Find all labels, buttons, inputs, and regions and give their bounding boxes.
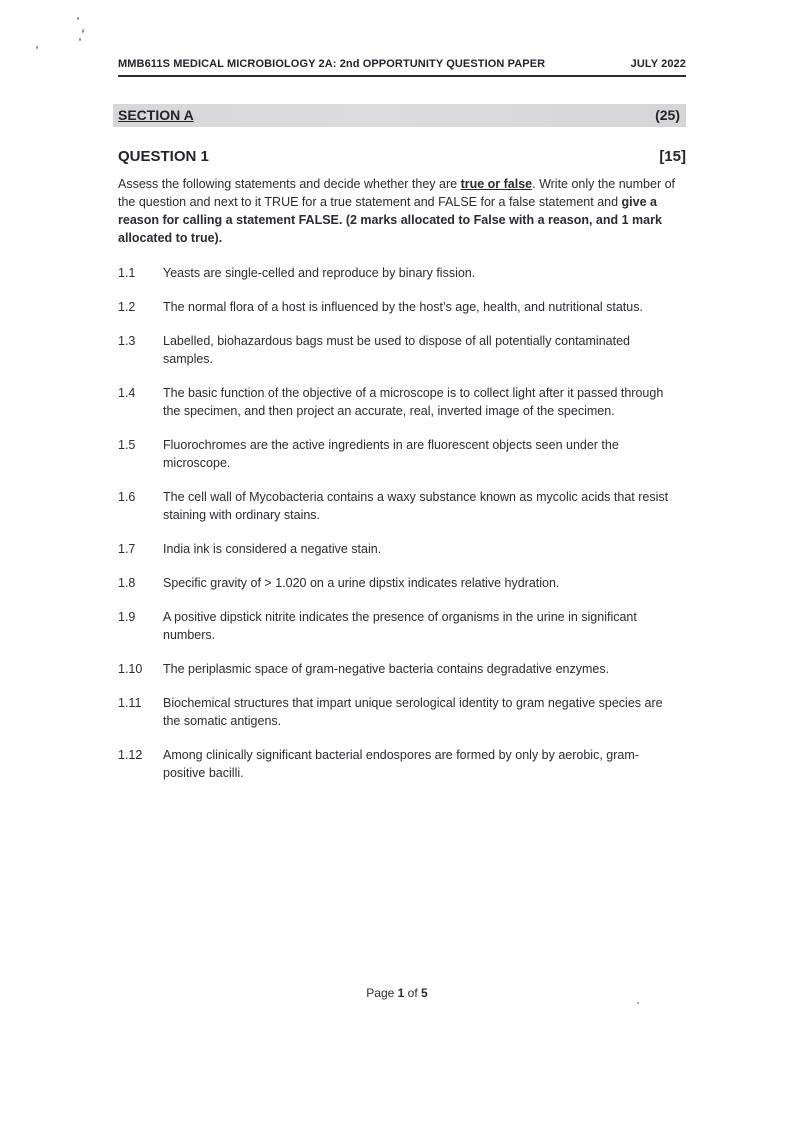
statement-text: Biochemical structures that impart unique serological identity to gram negative species are the somatic antigens. xyxy=(163,696,663,728)
footer-total-pages: 5 xyxy=(421,986,428,1000)
instructions-bold-part: give a reason for calling a statement FALSE. (2 marks allocated to False with a reason, and 1 mark allocated to true). xyxy=(118,195,662,245)
statement-item xyxy=(118,694,686,730)
statement-text: India ink is considered a negative stain. xyxy=(163,542,382,556)
statement-number: 1.3 xyxy=(118,334,136,348)
statement-text: The periplasmic space of gram-negative bacteria contains degradative enzymes. xyxy=(163,662,610,676)
scan-artifact xyxy=(81,29,84,33)
statement-item xyxy=(118,660,686,678)
section-marks: (25) xyxy=(655,107,680,123)
statement-text: Specific gravity of > 1.020 on a urine dipstix indicates relative hydration. xyxy=(163,576,560,590)
statement-item xyxy=(118,264,686,282)
statement-item xyxy=(118,332,686,368)
statement-text: Among clinically significant bacterial endospores are formed by only by aerobic, gram-positive bacilli. xyxy=(163,748,639,780)
statement-number: 1.4 xyxy=(118,386,136,400)
section-a-banner xyxy=(113,104,686,127)
statement-item xyxy=(118,540,686,558)
statement-item xyxy=(118,436,686,472)
question-marks: [15] xyxy=(659,148,686,165)
header-course-title: MMB611S MEDICAL MICROBIOLOGY 2A: 2nd OPPORTUNITY QUESTION PAPER xyxy=(118,58,546,70)
statement-number: 1.8 xyxy=(118,576,136,590)
scan-artifact xyxy=(77,17,79,20)
page-footer xyxy=(0,986,794,1000)
statement-number: 1.6 xyxy=(118,490,136,504)
statement-item xyxy=(118,384,686,420)
statement-item xyxy=(118,574,686,592)
statement-item xyxy=(118,608,686,644)
footer-of-word: of xyxy=(404,986,422,1000)
statement-text: The normal flora of a host is influenced by the host’s age, health, and nutritional status. xyxy=(163,300,643,314)
statement-number: 1.9 xyxy=(118,610,136,624)
section-title: SECTION A xyxy=(118,107,194,123)
scan-artifact xyxy=(637,1002,639,1004)
statement-number: 1.5 xyxy=(118,438,136,452)
footer-page-word: Page xyxy=(366,986,398,1000)
statement-number: 1.7 xyxy=(118,542,136,556)
scan-artifact xyxy=(79,38,81,41)
document-body xyxy=(118,58,686,798)
statement-text: The cell wall of Mycobacteria contains a waxy substance known as mycolic acids that resist staining with ordinary stains. xyxy=(163,490,669,522)
statement-text: Yeasts are single-celled and reproduce by binary fission. xyxy=(163,266,476,280)
statement-text: Labelled, biohazardous bags must be used to dispose of all potentially contaminated samples. xyxy=(163,334,630,366)
question-1-heading xyxy=(118,148,686,165)
statement-list xyxy=(118,264,686,782)
instructions-true-or-false: true or false xyxy=(460,177,533,191)
statement-item xyxy=(118,746,686,782)
statement-text: A positive dipstick nitrite indicates the presence of organisms in the urine in significant numbers. xyxy=(163,610,637,642)
running-header xyxy=(118,58,686,77)
statement-text: Fluorochromes are the active ingredients in are fluorescent objects seen under the microscope. xyxy=(163,438,619,470)
statement-number: 1.10 xyxy=(118,662,143,676)
footer-page-number: 1 xyxy=(397,986,405,1000)
question-title: QUESTION 1 xyxy=(118,148,209,165)
statement-number: 1.1 xyxy=(118,266,136,280)
statement-item xyxy=(118,298,686,316)
instructions-part2: . Write only the number of the question and next to it TRUE for a true statement and FALSE for a false statement and xyxy=(118,177,676,209)
statement-number: 1.12 xyxy=(118,748,143,762)
header-date: JULY 2022 xyxy=(630,58,686,70)
statement-text: The basic function of the objective of a microscope is to collect light after it passed through the specimen, and then project an accurate, real, inverted image of the specimen. xyxy=(163,386,664,418)
instructions-part1: Assess the following statements and decide whether they are xyxy=(118,177,461,191)
statement-number: 1.2 xyxy=(118,300,136,314)
statement-item xyxy=(118,488,686,524)
question-instructions xyxy=(118,175,686,247)
scan-artifact xyxy=(36,46,38,49)
statement-number: 1.11 xyxy=(118,696,142,710)
